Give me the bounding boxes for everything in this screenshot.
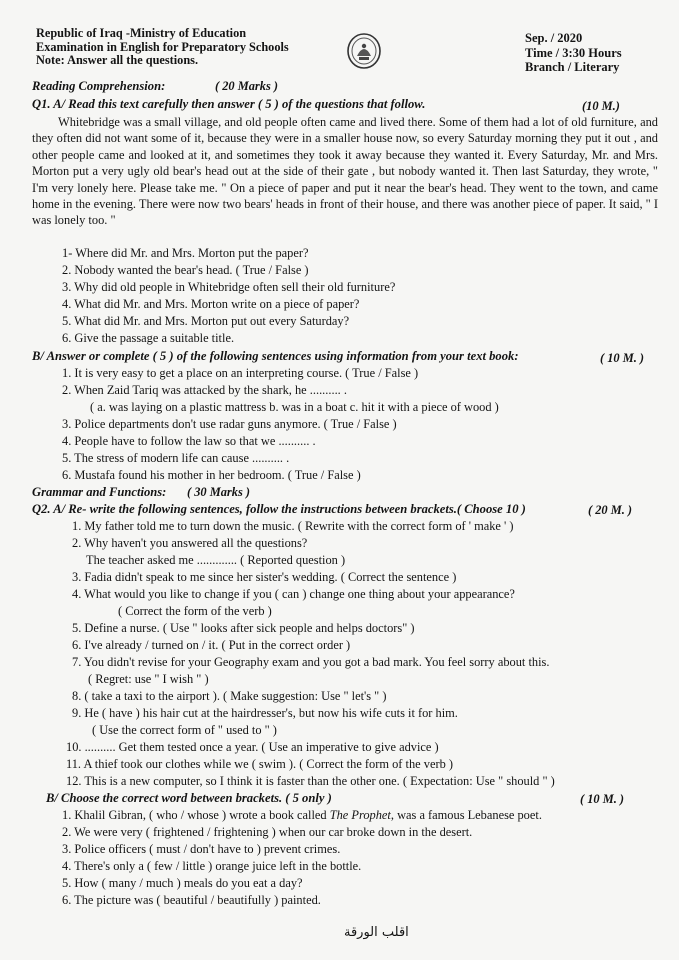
q2a-item-7: 7. You didn't revise for your Geography exam and you got a bad mark. You feel sorry about this. bbox=[72, 655, 550, 669]
book-title: The Prophet bbox=[329, 808, 391, 822]
q2a-item-4: 4. What would you like to change if you ( can ) change one thing about your appearance? bbox=[72, 587, 515, 601]
q2b-item-1-start: 1. Khalil Gibran, ( who / whose ) wrote a book called bbox=[62, 808, 330, 822]
q2a-item-2: 2. Why haven't you answered all the questions? bbox=[72, 536, 308, 550]
q1b-item-6: 6. Mustafa found his mother in her bedroom. ( True / False ) bbox=[62, 468, 361, 482]
header-right bbox=[525, 31, 622, 75]
exam-branch: Branch / Literary bbox=[525, 60, 620, 74]
passage-text: Whitebridge was a small village, and old people often came and lived there. Some of them had a lot of old furniture, and they often did not want some of it, because they were in a smaller house now, so every Saturday morning they put it out , and other people came and looked at it, and sometimes they took it away because they wanted it. Every Saturday, Mr. and Mrs. Morton put a very ugly old bear's head out at the side of their gate , but nobody wanted it. Then last Saturday, they wrote, " I'm very lonely here. Please take me. " On a piece of paper and put it near the bear's head. They went to the town, and came home in the evening. There were now two bears' heads in front of their house, and there was another piece of paper. It said, " I was lonely too. " bbox=[32, 115, 658, 228]
q1b-item-5: 5. The stress of modern life can cause .......... . bbox=[62, 451, 290, 465]
q1b-item-4: 4. People have to follow the law so that we .......... . bbox=[62, 434, 316, 448]
ministry-line: Republic of Iraq -Ministry of Education bbox=[36, 26, 247, 40]
q2a-title: Q2. A/ Re- write the following sentences, follow the instructions between brackets.( Choose 10 ) bbox=[32, 502, 526, 516]
q2a-marks: ( 20 M. ) bbox=[588, 503, 633, 517]
q2b-item-1 bbox=[62, 807, 542, 823]
q2b-item-3: 3. Police officers ( must / don't have to ) prevent crimes. bbox=[62, 842, 341, 856]
q2a-item-10: 10. .......... Get them tested once a year. ( Use an imperative to give advice ) bbox=[66, 740, 439, 754]
ministry-seal-icon bbox=[346, 32, 382, 70]
note-line: Note: Answer all the questions. bbox=[36, 53, 199, 67]
q1-question-2: 2. Nobody wanted the bear's head. ( True / False ) bbox=[62, 263, 309, 277]
header-left bbox=[36, 27, 289, 68]
q1b-item-2: 2. When Zaid Tariq was attacked by the shark, he .......... . bbox=[62, 383, 347, 397]
q1-question-1: 1- Where did Mr. and Mrs. Morton put the paper? bbox=[62, 246, 309, 260]
q2a-item-5: 5. Define a nurse. ( Use " looks after sick people and helps doctors" ) bbox=[72, 621, 415, 635]
grammar-heading: Grammar and Functions: bbox=[32, 485, 167, 499]
q2b-item-4: 4. There's only a ( few / little ) orange juice left in the bottle. bbox=[62, 859, 362, 873]
turn-page-note: اقلب الورقة bbox=[344, 925, 409, 940]
q2a-item-9: 9. He ( have ) his hair cut at the hairdresser's, but now his wife cuts it for him. bbox=[72, 706, 458, 720]
exam-time: Time / 3:30 Hours bbox=[525, 45, 622, 60]
q2b-item-5: 5. How ( many / much ) meals do you eat a day? bbox=[62, 876, 303, 890]
q2a-item-8: 8. ( take a taxi to the airport ). ( Make suggestion: Use " let's " ) bbox=[72, 689, 387, 703]
q2b-title: B/ Choose the correct word between brackets. ( 5 only ) bbox=[46, 791, 332, 805]
exam-line: Examination in English for Preparatory Schools bbox=[36, 39, 289, 54]
reading-heading: Reading Comprehension: bbox=[32, 79, 166, 93]
q2a-item-2-instruction: The teacher asked me ............. ( Reported question ) bbox=[86, 553, 346, 567]
q1-question-6: 6. Give the passage a suitable title. bbox=[62, 331, 235, 345]
q1-question-4: 4. What did Mr. and Mrs. Morton write on a piece of paper? bbox=[62, 297, 360, 311]
q2a-item-6: 6. I've already / turned on / it. ( Put in the correct order ) bbox=[72, 638, 351, 652]
q2b-item-6: 6. The picture was ( beautiful / beautifully ) painted. bbox=[62, 893, 321, 907]
q1b-marks: ( 10 M. ) bbox=[600, 351, 645, 365]
q2b-marks: ( 10 M. ) bbox=[580, 792, 625, 806]
q2a-item-11: 11. A thief took our clothes while we ( swim ). ( Correct the form of the verb ) bbox=[66, 757, 453, 771]
q2b-item-2: 2. We were very ( frightened / frightening ) when our car broke down in the desert. bbox=[62, 825, 473, 839]
reading-passage bbox=[32, 114, 658, 229]
q2b-item-1-end: , was a famous Lebanese poet. bbox=[390, 808, 542, 822]
reading-marks: ( 20 Marks ) bbox=[215, 79, 278, 93]
q2a-item-7-instruction: ( Regret: use " I wish " ) bbox=[88, 672, 209, 686]
q2a-item-3: 3. Fadia didn't speak to me since her sister's wedding. ( Correct the sentence ) bbox=[72, 570, 457, 584]
q1a-title: Q1. A/ Read this text carefully then answer ( 5 ) of the questions that follow. bbox=[32, 97, 426, 111]
q2a-item-9-instruction: ( Use the correct form of " used to " ) bbox=[92, 723, 277, 737]
grammar-marks: ( 30 Marks ) bbox=[187, 485, 250, 499]
q1b-item-1: 1. It is very easy to get a place on an interpreting course. ( True / False ) bbox=[62, 366, 419, 380]
q2a-item-1: 1. My father told me to turn down the music. ( Rewrite with the correct form of ' make ' ) bbox=[72, 519, 514, 533]
q1a-marks: (10 M.) bbox=[582, 99, 620, 113]
q1b-title: B/ Answer or complete ( 5 ) of the following sentences using information from your text book: bbox=[32, 349, 519, 363]
exam-date: Sep. / 2020 bbox=[525, 31, 583, 45]
q1b-item-3: 3. Police departments don't use radar guns anymore. ( True / False ) bbox=[62, 417, 397, 431]
q1-question-3: 3. Why did old people in Whitebridge often sell their old furniture? bbox=[62, 280, 396, 294]
q2a-item-12: 12. This is a new computer, so I think it is faster than the other one. ( Expectation: Use " should " ) bbox=[66, 774, 555, 788]
q1b-item-2-options: ( a. was laying on a plastic mattress b. was in a boat c. hit it with a piece of wood ) bbox=[90, 400, 499, 414]
q1-question-5: 5. What did Mr. and Mrs. Morton put out every Saturday? bbox=[62, 314, 350, 328]
q2a-item-4-instruction: ( Correct the form of the verb ) bbox=[118, 604, 272, 618]
